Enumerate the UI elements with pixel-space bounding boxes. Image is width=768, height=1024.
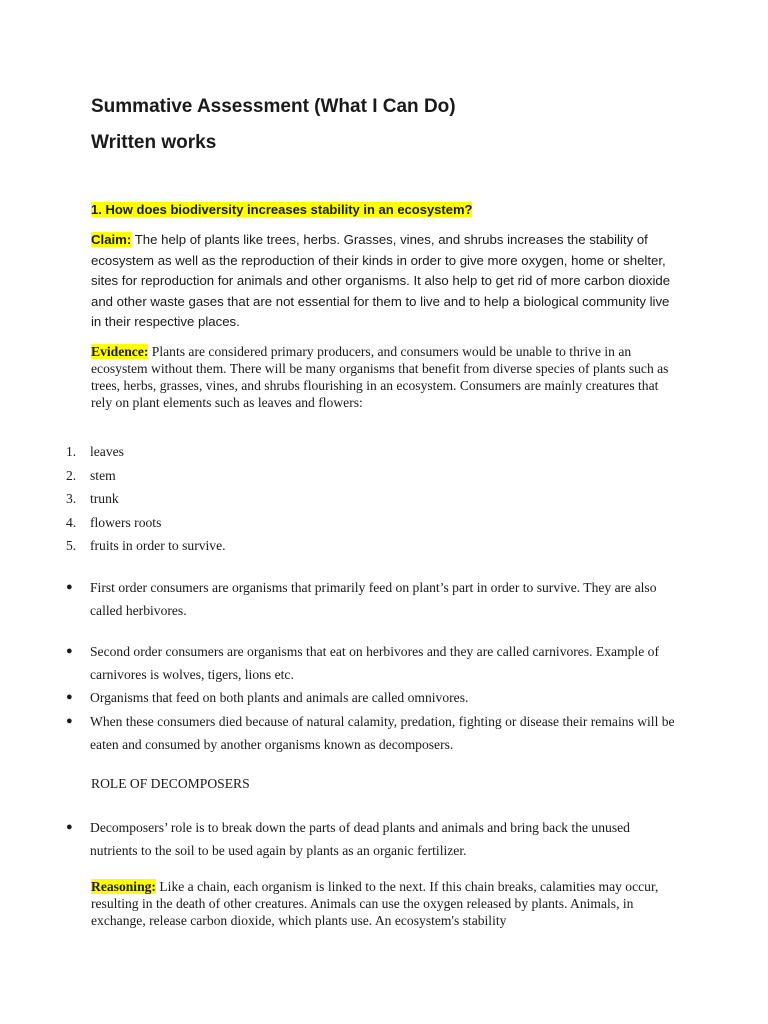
- bullet-text: When these consumers died because of natural calamity, predation, fighting or disease their remains will be eaten and consumed by another organisms known as decomposers.: [90, 714, 675, 752]
- list-number: 3.: [66, 491, 77, 506]
- evidence-label: Evidence:: [91, 344, 149, 359]
- reasoning-paragraph: [91, 878, 681, 929]
- list-number: 1.: [66, 444, 77, 459]
- page-subtitle: Written works: [91, 132, 217, 153]
- list-text: trunk: [90, 491, 119, 506]
- bullet-text: First order consumers are organisms that primarily feed on plant’s part in order to survive. They are also called herbivores.: [90, 580, 657, 618]
- list-text: stem: [90, 467, 116, 483]
- bullet-icon: ●: [66, 715, 73, 727]
- bullet-icon: ●: [66, 581, 73, 593]
- claim-label: Claim:: [91, 232, 132, 247]
- list-number: 4.: [66, 514, 77, 530]
- reasoning-text: Like a chain, each organism is linked to the next. If this chain breaks, calamities may occur, resulting in the death of other creatures. Animals can use the oxygen released by plants. Animals, in exchange, release carbon dioxide, which plants use. An ecosystem's stability: [91, 879, 659, 928]
- section-heading: ROLE OF DECOMPOSERS: [91, 776, 250, 791]
- list-text: fruits in order to survive.: [90, 538, 226, 553]
- bullet-item: [66, 686, 676, 709]
- list-text: leaves: [90, 444, 124, 459]
- evidence-text: Plants are considered primary producers, and consumers would be unable to thrive in an ecosystem without them. There will be many organisms that benefit from diverse species of plants such as trees, herbs, grasses, vines, and shrubs flourishing in an ecosystem. Consumers are mainly creatures that rely on plant elements such as leaves and flowers:: [91, 344, 669, 410]
- question-text: 1. How does biodiversity increases stability in an ecosystem?: [91, 202, 473, 217]
- bullet-item: [66, 816, 676, 862]
- list-number: 2.: [66, 467, 77, 483]
- bullet-icon: ●: [66, 821, 73, 833]
- bullet-item: [66, 576, 676, 622]
- bullet-text: Organisms that feed on both plants and animals are called omnivores.: [90, 690, 469, 705]
- list-text: flowers roots: [90, 514, 162, 530]
- bullet-icon: ●: [66, 645, 73, 657]
- reasoning-label: Reasoning:: [91, 879, 156, 894]
- bullet-item: [66, 640, 676, 686]
- evidence-paragraph: [91, 343, 681, 411]
- bullet-text: Second order consumers are organisms that eat on herbivores and they are called carnivores. Example of carnivores is wolves, tigers, lions etc.: [90, 644, 659, 682]
- bullet-icon: ●: [66, 691, 73, 703]
- question-heading: [91, 202, 472, 217]
- page-title: Summative Assessment (What I Can Do): [91, 96, 456, 117]
- claim-paragraph: [91, 230, 681, 333]
- bullet-item: [66, 710, 676, 756]
- list-number: 5.: [66, 538, 77, 553]
- claim-text: The help of plants like trees, herbs. Grasses, vines, and shrubs increases the stability of ecosystem as well as the reproduction of their kinds in order to give more oxygen, home or shelter, sites for reproduction for animals and other organisms. It also help to get rid of more carbon dioxide and other waste gases that are not essential for them to live and to help a biological community live in their respective places.: [91, 232, 671, 329]
- bullet-text: Decomposers’ role is to break down the parts of dead plants and animals and bring back the unused nutrients to the soil to be used again by plants as an organic fertilizer.: [90, 820, 630, 858]
